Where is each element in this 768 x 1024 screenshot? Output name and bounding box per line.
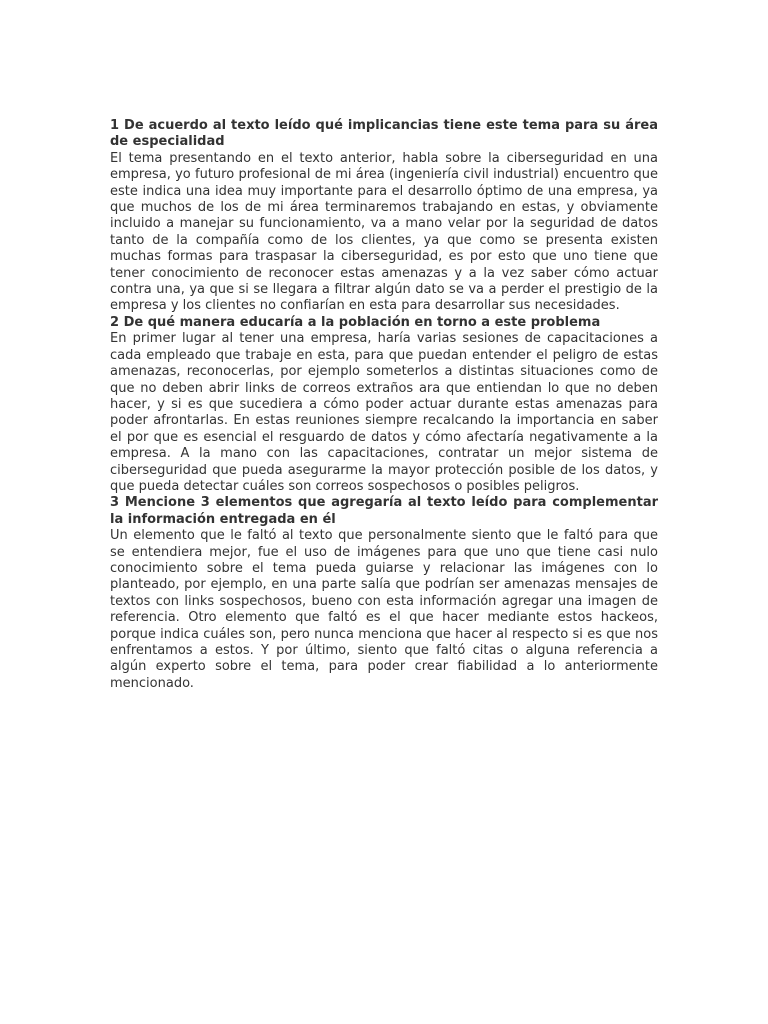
question-1-heading: 1 De acuerdo al texto leído qué implicancias tiene este tema para su área de especialidad [110,118,658,150]
question-2-heading: 2 De qué manera educaría a la población en torno a este problema [110,314,601,330]
answer-1-paragraph: El tema presentando en el texto anterior, habla sobre la ciberseguridad en una empresa, yo futuro profesional de mi área (ingeniería civil industrial) encuentro que este indica una idea muy importante para el desarrollo óptimo de una empresa, ya que muchos de los de mi área terminaremos trabajando en estas, y obviamente incluido a manejar su funcionamiento, va a mano velar por la seguridad de datos tanto de la compañía como de los clientes, ya que como se presenta existen muchas formas para traspasar la ciberseguridad, es por esto que uno tiene que tener conocimiento de reconocer estas amenazas y a la vez saber cómo actuar contra una, ya que si se llegara a filtrar algún dato se va a perder el prestigio de la empresa y los clientes no confiarían en esta para desarrollar sus necesidades. [110,150,658,314]
answer-3-paragraph: Un elemento que le faltó al texto que personalmente siento que le faltó para que se entendiera mejor, fue el uso de imágenes para que uno que tiene casi nulo conocimiento sobre el tema pueda guiarse y relacionar las imágenes con lo planteado, por ejemplo, en una parte salía que podrían ser amenazas mensajes de textos con links sospechosos, bueno con esta información agregar una imagen de referencia. Otro elemento que faltó es el que hacer mediante estos hackeos, porque indica cuáles son, pero nunca menciona que hacer al respecto si es que nos enfrentamos a estos. Y por último, siento que faltó citas o alguna referencia a algún experto sobre el tema, para poder crear fiabilidad a lo anteriormente mencionado. [110,528,658,691]
question-3-heading: 3 Mencione 3 elementos que agregaría al texto leído para complementar la información entregada en él [110,495,658,527]
document-page [110,118,658,692]
answer-2-paragraph: En primer lugar al tener una empresa, haría varias sesiones de capacitaciones a cada empleado que trabaje en esta, para que puedan entender el peligro de estas amenazas, reconocerlas, por ejemplo someterlos a distintas situaciones como de que no deben abrir links de correos extraños ara que entiendan lo que no deben hacer, y si es que sucediera a cómo poder actuar durante estas amenazas para poder afrontarlas. En estas reuniones siempre recalcando la importancia en saber el por que es esencial el resguardo de datos y cómo afectaría negativamente a la empresa. A la mano con las capacitaciones, contratar un mejor sistema de ciberseguridad que pueda asegurarme la mayor protección posible de los datos, y que pueda detectar cuáles son correos sospechosos o posibles peligros. [110,331,658,494]
